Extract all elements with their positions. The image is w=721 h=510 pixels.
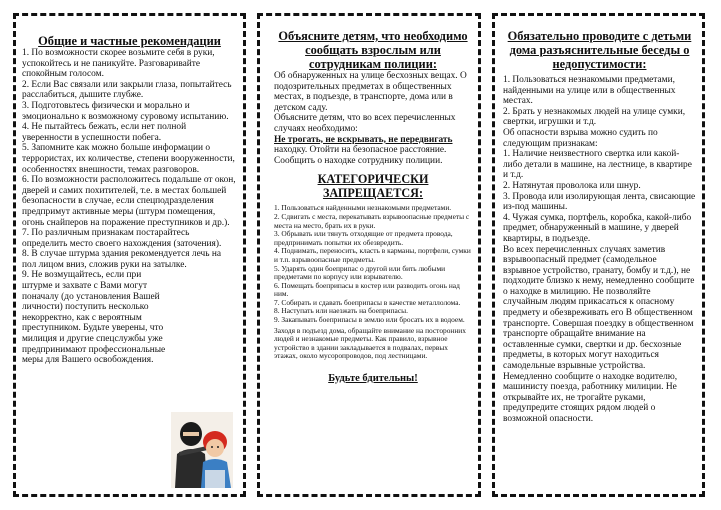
list-item: 1. Пользоваться незнакомыми предметами, найденными на улице или в общественных местах. <box>503 75 676 107</box>
list-item: 6. Помещать боеприпасы в костер или разводить огонь над ним. <box>274 280 460 299</box>
panel-general-recommendations <box>13 13 246 497</box>
list-item: 8. В случае штурма здания рекомендуется лечь на пол лицом вниз, сложив руки на затылке. <box>22 249 222 270</box>
rule-text <box>274 135 472 167</box>
panel1-list <box>22 48 237 366</box>
list-item: 8. Наступать или наезжать на боеприпасы. <box>274 306 408 316</box>
panel-tell-children <box>257 13 481 497</box>
panel2-title: Объясните детям, что необходимо сообщать взрослым или сотрудникам полиции: <box>278 29 468 71</box>
list-item: 5. Ударять один боеприпас о другой или бить любыми предметами по корпусу или взрывателю. <box>274 263 446 282</box>
panel1-title: Общие и частные рекомендации <box>38 34 221 48</box>
rule-rest: находку. Отойти на безопасное расстояние. Сообщить о находке сотруднику полиции. <box>274 145 447 166</box>
list-item: 2. Брать у незнакомых людей на улице сумки, свертки, игрушки и т.д. <box>503 106 686 128</box>
list-item: 3. Обрывать или тянуть отходящие от предмета провода, предпринимать попытки их обезвредить. <box>274 229 453 247</box>
prohibited-list <box>274 204 472 361</box>
closing-text: Во всех перечисленных случаях заметив взрывоопасный предмет (самодельное взрывное устройство, гранату, бомбу и т.д.), не подходите близко к нему, немедленно сообщите о находке в милицию. Не позволяйте случайным людям прикасаться к опасному предмету и обезвреживать его В общественном транспорте. Совершая поездку в общественном транспорте обращайте внимание на оставленные сумки, свертки и др. бесхозные предметы, в которых могут находиться самодельные взрывные устройства. Немедленно сообщите о находке водителю, машинисту поезда, работнику милиции. Не открывайте их, не трогайте руками, предупредите стоящих рядом людей о возможной опасности. <box>503 244 695 424</box>
hostage-illustration <box>171 412 233 488</box>
intro-text: Об обнаруженных на улице бесхозных вещах. О подозрительных предметах в общественных местах, в подъезде, в транспорте, дома или в детском саду. <box>274 71 467 113</box>
panel-talk-at-home <box>492 13 705 497</box>
list-item: 3. Подготовьтесь физически и морально и эмоционально к возможному суровому испытанию. <box>22 100 229 122</box>
panel3-title: Обязательно проводите с детьми дома разъяснительные беседы о недопустимости: <box>507 29 692 71</box>
rule-bold: Не трогать, не вскрывать, не передвигать <box>274 134 453 145</box>
list-item: 1. Пользоваться найденными незнакомыми предметами. <box>274 203 452 213</box>
list-item: 5. Запомните как можно больше информации о террористах, их количестве, степени вооруженности, особенностях внешности, темах разговоров. <box>22 143 235 175</box>
panel2-intro <box>274 71 472 166</box>
panel3-body <box>503 75 696 425</box>
list-item: 7. Собирать и сдавать боеприпасы в качестве металлолома. <box>274 297 461 307</box>
list-item: 9. Не возмущайтесь, если при штурме и захвате с Вами могут поначалу (до установления Вашей личности) поступить несколько некорректно, как с вероятным преступником. Будьте уверены, что милиция и другие спецслужбы уже предпринимают профессиональные меры для Вашего освобождения. <box>22 270 166 366</box>
closing-text: Заходя в подъезд дома, обращайте внимание на посторонних людей и незнакомые предметы. Как правило, взрывное устройство в здании закладывается в подвалах, первых этажах, около мусоропроводов, под лестницами. <box>274 325 466 361</box>
list-item: 4. Не пытайтесь бежать, если нет полной уверенности в успешности побега. <box>22 122 187 143</box>
list-item: 1. Наличие неизвестного свертка или какой-либо детали в машине, на лестнице, в квартире и т.д. <box>503 149 692 181</box>
list-item: 4. Поднимать, переносить, класть в карманы, портфели, сумки и т.п. взрывоопасные предметы. <box>274 246 471 264</box>
prohibited-title: КАТЕГОРИЧЕСКИ ЗАПРЕЩАЕТСЯ: <box>317 172 429 200</box>
list-item: 2. Натянутая проволока или шнур. <box>503 180 641 191</box>
list-item: 3. Провода или изолирующая лента, свисающие из-под машины. <box>503 191 696 213</box>
list-item: 1. По возможности скорее возьмите себя в руки, успокойтесь и не паникуйте. Разговаривайте спокойным голосом. <box>22 48 215 80</box>
be-vigilant-text: Будьте бдительны! <box>328 373 418 385</box>
intro-text-2: Объясните детям, что во всех перечисленных случаях необходимо: <box>274 113 456 134</box>
list-item: 2. Сдвигать с места, перекатывать взрывоопасные предметы с места на место, брать их в руки. <box>274 211 470 230</box>
list-item: 2. Если Вас связали или закрыли глаза, попытайтесь расслабиться, дышите глубже. <box>22 79 232 101</box>
list-item: 9. Закапывать боеприпасы в землю или бросать их в водоем. <box>274 315 465 325</box>
list-item: 6. По возможности расположитесь подальше от окон, дверей и самих похитителей, т.е. в местах большей безопасности в случае, если спецподразделения предпримут активные меры (штурм помещения, огонь снайперов на поражение преступников и др.). <box>22 175 236 228</box>
list-item: 7. По различным признакам постарайтесь определить место своего нахождения (заточения). <box>22 228 222 249</box>
signs-intro: Об опасности взрыва можно судить по следующим признакам: <box>503 127 658 149</box>
list-item: 4. Чужая сумка, портфель, коробка, какой-либо предмет, обнаруженный в машине, у дверей квартиры, в подъезде. <box>503 212 692 244</box>
